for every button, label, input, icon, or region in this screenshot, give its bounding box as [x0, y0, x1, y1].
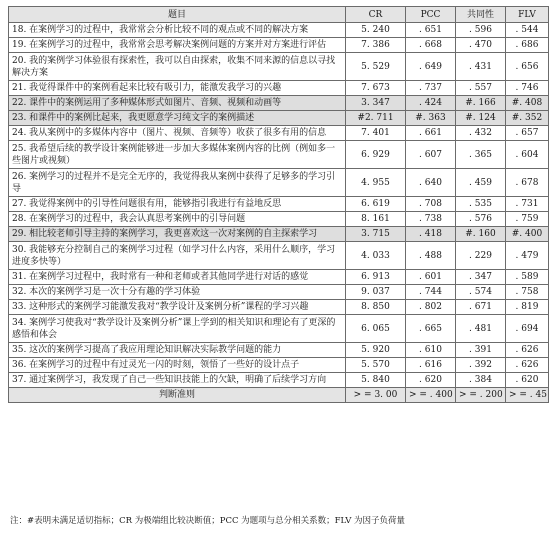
communality-value: . 459 [456, 169, 506, 197]
flv-value: . 626 [506, 358, 549, 373]
table-body [9, 23, 549, 388]
item-text: 37. 通过案例学习，我发现了自己一些知识技能上的欠缺，明确了后续学习方向 [9, 373, 346, 388]
table-row [9, 197, 549, 212]
flv-value: . 657 [506, 126, 549, 141]
criteria-flv: > = . 45 [506, 388, 549, 403]
communality-value: . 432 [456, 126, 506, 141]
item-text: 34. 案例学习使我对“教学设计及案例分析”课上学到的相关知识和理论有了更深的感悟和体会 [9, 315, 346, 343]
table-row [9, 141, 549, 169]
communality-value: . 671 [456, 300, 506, 315]
item-text: 31. 在案例学习过程中，我时常有一种和老师或者其他同学进行对话的感觉 [9, 270, 346, 285]
pcc-value: . 640 [406, 169, 456, 197]
pcc-value: . 738 [406, 212, 456, 227]
flv-value: #. 400 [506, 227, 549, 242]
cr-value: 5. 240 [346, 23, 406, 38]
flv-value: . 686 [506, 38, 549, 53]
flv-value: . 678 [506, 169, 549, 197]
table-row [9, 212, 549, 227]
table-row [9, 227, 549, 242]
communality-value: . 535 [456, 197, 506, 212]
pcc-value: . 649 [406, 53, 456, 81]
flv-value: . 758 [506, 285, 549, 300]
flv-value: . 656 [506, 53, 549, 81]
item-text: 27. 我觉得案例中的引导性问题很有用，能够指引我进行有益地反思 [9, 197, 346, 212]
flv-value: . 819 [506, 300, 549, 315]
table-row [9, 38, 549, 53]
flv-value: . 746 [506, 81, 549, 96]
communality-value: . 470 [456, 38, 506, 53]
criteria-communality: > = . 200 [456, 388, 506, 403]
header-cr: CR [346, 7, 406, 23]
pcc-value: . 418 [406, 227, 456, 242]
item-text: 25. 我希望后续的教学设计案例能够进一步加大多媒体案例内容的比例（例如多一些图片或视频） [9, 141, 346, 169]
cr-value: 6. 065 [346, 315, 406, 343]
cr-value: 5. 920 [346, 343, 406, 358]
flv-value: . 620 [506, 373, 549, 388]
table-row [9, 111, 549, 126]
item-text: 36. 在案例学习的过程中有过灵光一闪的时刻，领悟了一些好的设计点子 [9, 358, 346, 373]
cr-value: 6. 913 [346, 270, 406, 285]
communality-value: . 384 [456, 373, 506, 388]
flv-value: . 694 [506, 315, 549, 343]
communality-value: . 576 [456, 212, 506, 227]
table-row [9, 300, 549, 315]
communality-value: . 596 [456, 23, 506, 38]
cr-value: 6. 929 [346, 141, 406, 169]
item-text: 29. 相比较老师引导主持的案例学习，我更喜欢这一次对案例的自主探索学习 [9, 227, 346, 242]
table-header-row [9, 7, 549, 23]
pcc-value: . 651 [406, 23, 456, 38]
pcc-value: . 802 [406, 300, 456, 315]
item-text: 35. 这次的案例学习提高了我应用理论知识解决实际教学问题的能力 [9, 343, 346, 358]
communality-value: #. 124 [456, 111, 506, 126]
pcc-value: . 737 [406, 81, 456, 96]
cr-value: 7. 673 [346, 81, 406, 96]
pcc-value: #. 363 [406, 111, 456, 126]
table-row [9, 169, 549, 197]
cr-value: 7. 386 [346, 38, 406, 53]
pcc-value: . 661 [406, 126, 456, 141]
table-row [9, 53, 549, 81]
communality-value: . 557 [456, 81, 506, 96]
table-row [9, 285, 549, 300]
table-row [9, 81, 549, 96]
table-row [9, 23, 549, 38]
table-row [9, 358, 549, 373]
item-text: 24. 我从案例中的多媒体内容中（图片、视频、音频等）收获了很多有用的信息 [9, 126, 346, 141]
table-row [9, 270, 549, 285]
cr-value: 6. 619 [346, 197, 406, 212]
table-row [9, 373, 549, 388]
pcc-value: . 488 [406, 242, 456, 270]
header-pcc: PCC [406, 7, 456, 23]
communality-value: . 347 [456, 270, 506, 285]
table-row [9, 126, 549, 141]
cr-value: 5. 840 [346, 373, 406, 388]
pcc-value: . 620 [406, 373, 456, 388]
table-row [9, 242, 549, 270]
item-text: 21. 我觉得课件中的案例看起来比较有吸引力，能激发我学习的兴趣 [9, 81, 346, 96]
header-flv: FLV [506, 7, 549, 23]
communality-value: . 229 [456, 242, 506, 270]
criteria-label: 判断准则 [9, 388, 346, 403]
item-text: 20. 我的案例学习体验很有探索性，我可以自由探索，收集不同来源的信息以寻找解决方案 [9, 53, 346, 81]
criteria-cr: > = 3. 00 [346, 388, 406, 403]
table-row [9, 96, 549, 111]
item-analysis-table [8, 6, 549, 403]
cr-value: 5. 529 [346, 53, 406, 81]
flv-value: . 626 [506, 343, 549, 358]
cr-value: 8. 161 [346, 212, 406, 227]
flv-value: . 731 [506, 197, 549, 212]
item-text: 19. 在案例学习的过程中，我常常会思考解决案例问题的方案并对方案进行评估 [9, 38, 346, 53]
cr-value: 3. 347 [346, 96, 406, 111]
pcc-value: . 601 [406, 270, 456, 285]
communality-value: . 391 [456, 343, 506, 358]
cr-value: 7. 401 [346, 126, 406, 141]
item-text: 26. 案例学习的过程并不是完全无序的，我觉得我从案例中获得了足够多的学习引导 [9, 169, 346, 197]
flv-value: #. 408 [506, 96, 549, 111]
item-text: 30. 我能够充分控制自己的案例学习过程（如学习什么内容，采用什么顺序，学习进度多快等） [9, 242, 346, 270]
header-item: 题目 [9, 7, 346, 23]
item-text: 23. 和课件中的案例比起来，我更愿意学习纯文字的案例描述 [9, 111, 346, 126]
cr-value: 8. 850 [346, 300, 406, 315]
header-communality: 共同性 [456, 7, 506, 23]
table-row [9, 315, 549, 343]
flv-value: . 759 [506, 212, 549, 227]
criteria-row [9, 388, 549, 403]
flv-value: . 544 [506, 23, 549, 38]
communality-value: . 431 [456, 53, 506, 81]
item-analysis-table-container [8, 6, 548, 403]
communality-value: . 365 [456, 141, 506, 169]
pcc-value: . 607 [406, 141, 456, 169]
cr-value: 4. 033 [346, 242, 406, 270]
pcc-value: . 616 [406, 358, 456, 373]
flv-value: . 604 [506, 141, 549, 169]
communality-value: #. 160 [456, 227, 506, 242]
communality-value: . 574 [456, 285, 506, 300]
communality-value: . 392 [456, 358, 506, 373]
table-row [9, 343, 549, 358]
cr-value: 3. 715 [346, 227, 406, 242]
item-text: 33. 这种形式的案例学习能激发我对“教学设计及案例分析”课程的学习兴趣 [9, 300, 346, 315]
flv-value: . 479 [506, 242, 549, 270]
flv-value: #. 352 [506, 111, 549, 126]
cr-value: #2. 711 [346, 111, 406, 126]
item-text: 22. 课件中的案例运用了多种媒体形式如图片、音频、视频和动画等 [9, 96, 346, 111]
cr-value: 9. 037 [346, 285, 406, 300]
pcc-value: . 610 [406, 343, 456, 358]
pcc-value: . 665 [406, 315, 456, 343]
cr-value: 4. 955 [346, 169, 406, 197]
communality-value: #. 166 [456, 96, 506, 111]
item-text: 18. 在案例学习的过程中，我常常会分析比较不同的观点或不同的解决方案 [9, 23, 346, 38]
item-text: 28. 在案例学习的过程中，我会认真思考案例中的引导问题 [9, 212, 346, 227]
flv-value: . 589 [506, 270, 549, 285]
cr-value: 5. 570 [346, 358, 406, 373]
table-note: 注：#表明未满足适切指标；CR 为极端组比较决断值；PCC 为题项与总分相关系数；FLV 为因子负荷量 [10, 516, 406, 526]
criteria-pcc: > = . 400 [406, 388, 456, 403]
item-text: 32. 本次的案例学习是一次十分有趣的学习体验 [9, 285, 346, 300]
pcc-value: . 668 [406, 38, 456, 53]
pcc-value: . 744 [406, 285, 456, 300]
pcc-value: . 708 [406, 197, 456, 212]
communality-value: . 481 [456, 315, 506, 343]
pcc-value: . 424 [406, 96, 456, 111]
